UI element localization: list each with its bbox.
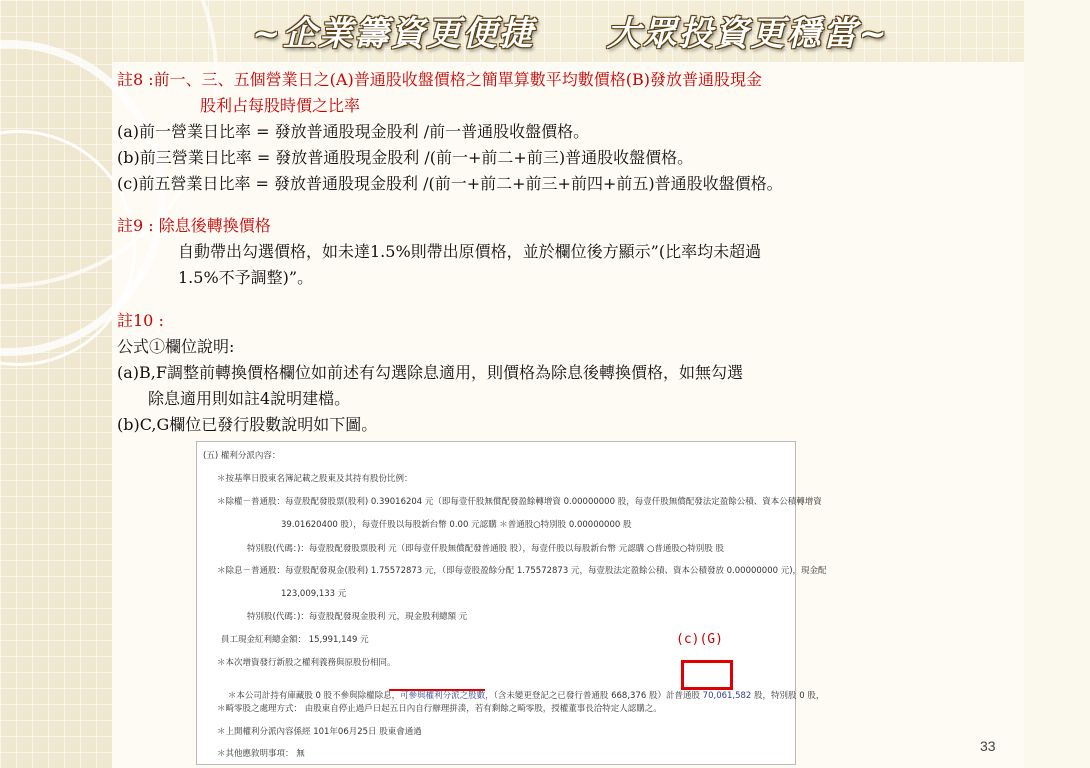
page-number: 33 <box>980 738 996 754</box>
note8-line1: 註8 :前一、三、五個營業日之(A)普通股收盤價格之簡單算數平均數價格(B)發放普通股現金 <box>117 70 762 89</box>
form-line: 123,009,133 元 <box>281 589 347 599</box>
form-line: ＊其他應敘明事項： 無 <box>217 749 305 759</box>
note10-line1: 公式①欄位說明: <box>117 337 235 356</box>
embedded-distribution-form <box>196 441 827 765</box>
note9-line2: 1.5%不予調整)”。 <box>178 268 314 287</box>
form-common-shares-value: 70,061,582 <box>702 691 752 701</box>
form-eligible-shares-text: 可參與權利分派之股數， <box>400 691 494 701</box>
highlight-underline <box>389 689 485 691</box>
note9-line1: 自動帶出勾選價格，如未達1.5%則帶出原價格，並於欄位後方顯示”(比率均未超過 <box>178 242 762 261</box>
note8-line2: 股利占每股時價之比率 <box>200 96 361 115</box>
form-line: 特別股(代碼：)：每壹股配發現金股利 元，現金股利總額 元 <box>247 612 468 622</box>
highlight-box <box>681 660 733 690</box>
note8-line3: (a)前一營業日比率 = 發放普通股現金股利 /前一普通股收盤價格。 <box>117 122 590 141</box>
form-line: ＊畸零股之處理方式： 由股東自停止過戶日起五日內自行辦理拼湊，若有剩餘之畸零股，授權董事長洽特定人認購之。 <box>217 704 662 714</box>
form-line: ＊除權－普通股：每壹股配發股票(股利) 0.39016204 元（即每壹仟股無償配發盈餘轉增資 0.00000000 股，每壹仟股無償配發法定盈餘公積、資本公積轉增資 <box>217 497 822 507</box>
note9-heading: 註9 : 除息後轉換價格 <box>117 216 271 235</box>
slide-title: ~企業籌資更便捷 大眾投資更穩當~ <box>252 14 889 54</box>
form-line: 員工現金紅利總金額： 15,991,149 元 <box>221 635 369 645</box>
form-line: ＊本次增資發行新股之權利義務與原股份相同。 <box>217 658 396 668</box>
note8-line5: (c)前五營業日比率 = 發放普通股現金股利 /(前一+前二+前三+前四+前五)普通股收盤價格。 <box>117 174 783 193</box>
note10-line3: 除息適用則如註4說明建檔。 <box>148 389 351 408</box>
note10-line2: (a)B,F調整前轉換價格欄位如前述有勾選除息適用，則價格為除息後轉換價格，如無勾選 <box>117 363 743 382</box>
form-section-title: (五) 權利分派內容： <box>203 451 281 461</box>
note8-line4: (b)前三營業日比率 = 發放普通股現金股利 /(前一+前二+前三)普通股收盤價格。 <box>117 148 694 167</box>
callout-label: (c)(G) <box>676 632 723 647</box>
form-preferred-text: 股，特別股 0 股， <box>754 691 825 701</box>
form-unregistered-text: （含未變更登記之已發行普通股 668,376 股）計普通股 <box>493 691 700 701</box>
form-line: ＊除息－普通股：每壹股配發現金(股利) 1.75572873 元，（即每壹股盈餘分配 1.75572873 元，每壹股法定盈餘公積、資本公積發放 0.00000000 元)，現金配 <box>217 566 827 576</box>
form-line: 39.01620400 股），每壹仟股以每股新台幣 0.00 元認購 ＊普通股○特別股 0.00000000 股 <box>281 520 632 530</box>
form-line: 特別股(代碼：)：每壹股配發股票股利 元（即每壹仟股無償配發普通股 股），每壹仟股以每股新台幣 元認購 ○普通股○特別股 股 <box>247 544 724 554</box>
note10-line4: (b)C,G欄位已發行股數說明如下圖。 <box>117 415 378 434</box>
form-treasury-text: ＊本公司計持有庫藏股 0 股不參與除權除息， <box>227 691 401 701</box>
form-line: ＊上開權利分派內容係經 101年06月25日 股東會通過 <box>217 727 422 737</box>
form-line: ＊按基準日股東名簿記載之股東及其持有股份比例： <box>217 474 413 484</box>
note10-heading: 註10 : <box>117 311 164 330</box>
